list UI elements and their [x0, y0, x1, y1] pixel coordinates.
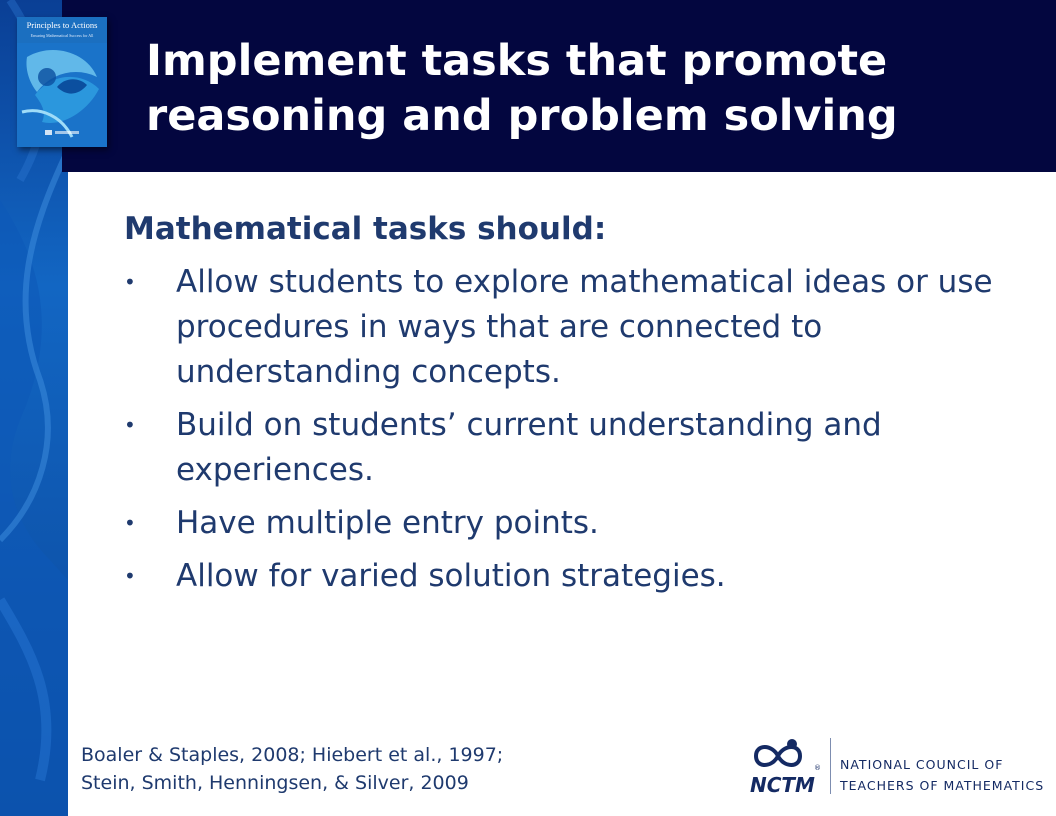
nctm-name-line-1: NATIONAL COUNCIL OF: [840, 757, 1004, 772]
slide-title-line-1: Implement tasks that promote: [146, 36, 888, 86]
slide-title-line-2: reasoning and problem solving: [146, 91, 898, 141]
bullet-item: [124, 554, 1004, 599]
slide-title: [146, 34, 1026, 144]
citation-line-1: Boaler & Staples, 2008; Hiebert et al., 1997;: [81, 744, 504, 766]
bullet-dot-icon: •: [124, 270, 136, 294]
bullet-dot-icon: •: [124, 413, 136, 437]
slide-body: [124, 206, 1004, 607]
nctm-full-name: [840, 754, 1044, 796]
book-title: Principles to Actions: [26, 20, 98, 30]
bullet-item: [124, 501, 1004, 546]
nctm-logo: [748, 736, 1045, 797]
nctm-name-line-2: TEACHERS OF MATHEMATICS: [840, 778, 1045, 793]
bullet-text: Allow for varied solution strategies.: [176, 558, 726, 594]
citation: [81, 741, 641, 797]
bullet-text: Have multiple entry points.: [176, 505, 599, 541]
bullet-item: [124, 260, 1004, 395]
nctm-wordmark: NCTM: [750, 773, 815, 797]
registered-mark: ®: [814, 764, 821, 772]
bullet-item: [124, 403, 1004, 493]
book-subtitle: Ensuring Mathematical Success for All: [30, 33, 94, 38]
bullet-text: Build on students’ current understanding and experiences.: [176, 407, 882, 488]
bullet-dot-icon: •: [124, 564, 136, 588]
logo-divider: [830, 738, 831, 794]
bullet-text: Allow students to explore mathematical ideas or use procedures in ways that are connected to understanding concepts.: [176, 264, 993, 390]
bullet-dot-icon: •: [124, 511, 136, 535]
citation-line-2: Stein, Smith, Henningsen, & Silver, 2009: [81, 772, 469, 794]
intro-heading: Mathematical tasks should:: [124, 211, 607, 247]
book-cover-image: [17, 17, 107, 147]
bullet-list: [124, 260, 1004, 599]
